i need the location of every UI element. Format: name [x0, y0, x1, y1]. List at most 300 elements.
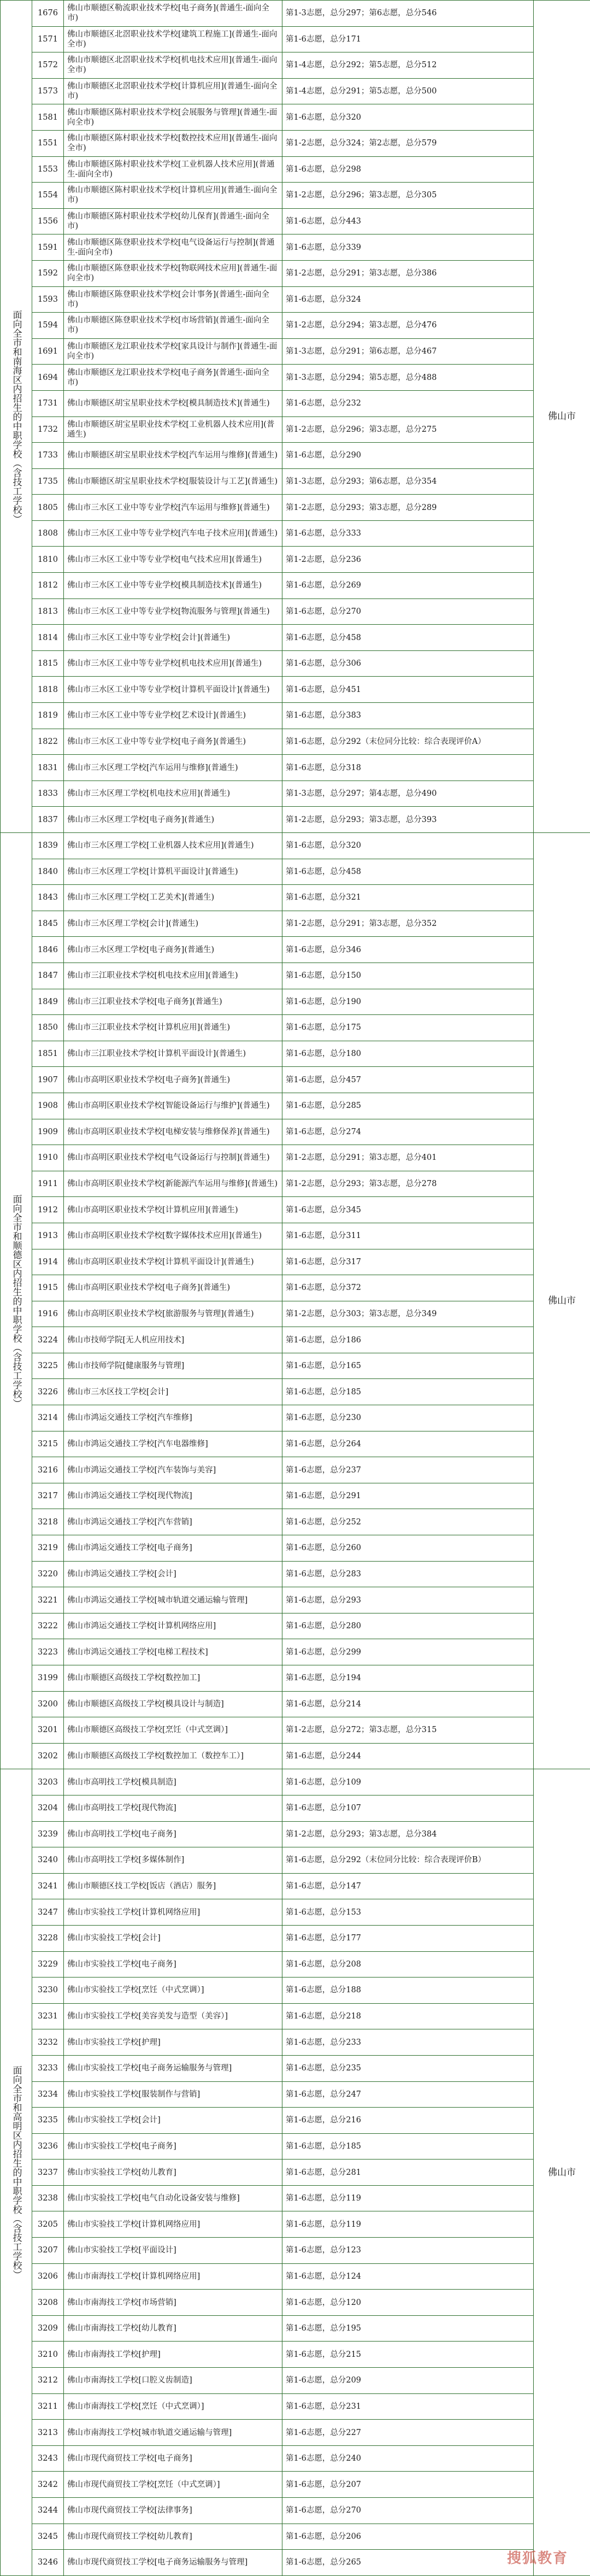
- school-code: 1909: [32, 1119, 64, 1145]
- school-code: 1837: [32, 807, 64, 833]
- table-row: [1, 130, 590, 156]
- school-major: 佛山市现代商贸技工学校[烹饪（中式烹调）]: [64, 2472, 282, 2498]
- admission-result: 第1-2志愿，总分291；第3志愿，总分401: [282, 1145, 534, 1171]
- table-row: [1, 2055, 590, 2081]
- school-major: 佛山市三江职业技术学校[机电技术应用](普通生): [64, 963, 282, 989]
- school-code: 3205: [32, 2211, 64, 2238]
- table-row: [1, 2524, 590, 2550]
- school-code: 1819: [32, 703, 64, 729]
- school-major: 佛山市鸿运交通技工学校[计算机网络应用]: [64, 1613, 282, 1639]
- table-row: [1, 1, 590, 27]
- school-code: 1839: [32, 833, 64, 859]
- school-code: 3244: [32, 2498, 64, 2524]
- school-code: 3234: [32, 2081, 64, 2108]
- table-row: [1, 1587, 590, 1613]
- school-code: 3214: [32, 1405, 64, 1431]
- admission-result: 第1-6志愿，总分124: [282, 2263, 534, 2290]
- table-row: [1, 1951, 590, 1978]
- table-row: [1, 183, 590, 209]
- table-row: [1, 1613, 590, 1639]
- school-major: 佛山市三水区技工学校[会计]: [64, 1379, 282, 1405]
- school-major: 佛山市现代商贸技工学校[电子商务运输服务与管理]: [64, 2550, 282, 2576]
- school-major: 佛山市实验技工学校[电子商务]: [64, 2133, 282, 2160]
- watermark: 搜狐教育: [506, 2550, 568, 2567]
- school-code: 3225: [32, 1353, 64, 1379]
- school-major: 佛山市顺德区陈登职业技术学校[会计事务](普通生-面向全市): [64, 286, 282, 313]
- admission-result: 第1-6志愿，总分186: [282, 1327, 534, 1353]
- table-row: [1, 2185, 590, 2211]
- table-row: [1, 547, 590, 573]
- table-row: [1, 260, 590, 286]
- table-row: [1, 2342, 590, 2368]
- table-row: [1, 2003, 590, 2029]
- admission-result: 第1-6志愿，总分235: [282, 2055, 534, 2081]
- table-row: [1, 313, 590, 339]
- admission-result: 第1-6志愿，总分185: [282, 2133, 534, 2160]
- school-major: 佛山市高明区职业技术学校[电气设备运行与控制](普通生): [64, 1145, 282, 1171]
- admission-result: 第1-6志愿，总分458: [282, 859, 534, 885]
- admission-result: 第1-6志愿，总分270: [282, 598, 534, 625]
- admission-result: 第1-6志愿，总分190: [282, 989, 534, 1015]
- school-major: 佛山市顺德区陈村职业技术学校[计算机应用](普通生-面向全市): [64, 183, 282, 209]
- school-code: 1833: [32, 781, 64, 807]
- table-row: [1, 807, 590, 833]
- admission-result: 第1-6志愿，总分194: [282, 1665, 534, 1692]
- table-row: [1, 755, 590, 781]
- admission-result: 第1-6志愿，总分153: [282, 1899, 534, 1926]
- table-row: [1, 1119, 590, 1145]
- school-major: 佛山市现代商贸技工学校[幼儿教育]: [64, 2524, 282, 2550]
- school-code: 1915: [32, 1275, 64, 1301]
- school-code: 1847: [32, 963, 64, 989]
- table-row: [1, 573, 590, 599]
- table-row: [1, 2211, 590, 2238]
- school-major: 佛山市鸿运交通技工学校[汽车营销]: [64, 1509, 282, 1535]
- school-major: 佛山市顺德区胡宝星职业技术学校[工业机器人技术应用](普通生): [64, 416, 282, 443]
- school-code: 3229: [32, 1951, 64, 1978]
- admission-result: 第1-6志愿，总分443: [282, 208, 534, 234]
- school-major: 佛山市顺德区胡宝星职业技术学校[服装设计与工艺](普通生): [64, 468, 282, 495]
- school-major: 佛山市三水区工业中等专业学校[计算机平面设计](普通生): [64, 677, 282, 703]
- admission-result: 第1-6志愿，总分458: [282, 625, 534, 651]
- admission-result: 第1-2志愿，总分303；第3志愿，总分349: [282, 1301, 534, 1327]
- school-major: 佛山市实验技工学校[会计]: [64, 1925, 282, 1951]
- admission-result: 第1-6志愿，总分175: [282, 1015, 534, 1041]
- admission-result: 第1-6志愿，总分208: [282, 1951, 534, 1978]
- table-row: [1, 495, 590, 521]
- school-code: 1735: [32, 468, 64, 495]
- table-row: [1, 1327, 590, 1353]
- school-major: 佛山市鸿运交通技工学校[电子商务]: [64, 1535, 282, 1562]
- table-row: [1, 156, 590, 183]
- school-major: 佛山市三水区理工学校[电子商务](普通生): [64, 807, 282, 833]
- school-code: 1912: [32, 1197, 64, 1223]
- table-row: [1, 1171, 590, 1197]
- admission-result: 第1-6志愿，总分280: [282, 1613, 534, 1639]
- table-row: [1, 677, 590, 703]
- table-row: [1, 1665, 590, 1692]
- school-major: 佛山市高明区职业技术学校[旅游服务与管理](普通生): [64, 1301, 282, 1327]
- school-code: 3232: [32, 2029, 64, 2056]
- table-row: [1, 2472, 590, 2498]
- school-major: 佛山市实验技工学校[烹饪（中式烹调）]: [64, 1978, 282, 2004]
- school-major: 佛山市鸿运交通技工学校[现代物流]: [64, 1483, 282, 1509]
- school-major: 佛山市高明技工学校[多媒体制作]: [64, 1847, 282, 1874]
- school-major: 佛山市顺德区胡宝星职业技术学校[汽车运用与维修](普通生): [64, 443, 282, 469]
- table-row: [1, 1275, 590, 1301]
- school-code: 1553: [32, 156, 64, 183]
- school-code: 3236: [32, 2133, 64, 2160]
- admission-result: 第1-6志愿，总分123: [282, 2238, 534, 2264]
- school-code: 3218: [32, 1509, 64, 1535]
- school-major: 佛山市高明技工学校[电子商务]: [64, 1821, 282, 1847]
- admission-result: 第1-6志愿，总分185: [282, 1379, 534, 1405]
- admission-result: 第1-6志愿，总分147: [282, 1873, 534, 1899]
- school-major: 佛山市南海技工学校[城市轨道交通运输与管理]: [64, 2420, 282, 2446]
- school-code: 3226: [32, 1379, 64, 1405]
- school-code: 1910: [32, 1145, 64, 1171]
- admission-result: 第1-6志愿，总分230: [282, 1405, 534, 1431]
- admission-result: 第1-6志愿，总分306: [282, 650, 534, 677]
- school-code: 3202: [32, 1743, 64, 1769]
- school-code: 1554: [32, 183, 64, 209]
- table-row: [1, 416, 590, 443]
- admission-result: 第1-6志愿，总分290: [282, 443, 534, 469]
- school-major: 佛山市三水区理工学校[计算机平面设计](普通生): [64, 859, 282, 885]
- school-major: 佛山市实验技工学校[电气自动化设备安装与维修]: [64, 2185, 282, 2211]
- table-row: [1, 1821, 590, 1847]
- table-row: [1, 1535, 590, 1562]
- admission-result: 第1-2志愿，总分294；第3志愿，总分476: [282, 313, 534, 339]
- table-row: [1, 78, 590, 104]
- school-code: 1572: [32, 52, 64, 79]
- school-code: 3224: [32, 1327, 64, 1353]
- admission-result: 第1-6志愿，总分214: [282, 1691, 534, 1717]
- admission-result: 第1-6志愿，总分285: [282, 1093, 534, 1119]
- school-major: 佛山市三江职业技术学校[计算机平面设计](普通生): [64, 1041, 282, 1067]
- school-major: 佛山市顺德区高级技工学校[数控加工]: [64, 1665, 282, 1692]
- school-major: 佛山市顺德区龙江职业技术学校[家具设计与制作](普通生-面向全市): [64, 338, 282, 365]
- school-code: 1593: [32, 286, 64, 313]
- admission-result: 第1-6志愿，总分252: [282, 1509, 534, 1535]
- school-code: 1594: [32, 313, 64, 339]
- table-row: [1, 1301, 590, 1327]
- table-row: [1, 52, 590, 79]
- table-row: [1, 1899, 590, 1926]
- table-row: [1, 598, 590, 625]
- school-code: 1908: [32, 1093, 64, 1119]
- school-major: 佛山市三水区理工学校[电子商务](普通生): [64, 937, 282, 963]
- admission-result: 第1-2志愿，总分293；第3志愿，总分289: [282, 495, 534, 521]
- admission-result: 第1-6志愿，总分247: [282, 2081, 534, 2108]
- table-row: [1, 833, 590, 859]
- table-row: [1, 963, 590, 989]
- school-major: 佛山市高明区职业技术学校[电梯安装与维修保养](普通生): [64, 1119, 282, 1145]
- admission-result: 第1-6志愿，总分451: [282, 677, 534, 703]
- school-major: 佛山市高明区职业技术学校[计算机平面设计](普通生): [64, 1249, 282, 1275]
- school-code: 3212: [32, 2368, 64, 2394]
- school-code: 3221: [32, 1587, 64, 1613]
- table-row: [1, 1015, 590, 1041]
- admission-result: 第1-6志愿，总分120: [282, 2290, 534, 2316]
- admission-result: 第1-2志愿，总分293；第3志愿，总分384: [282, 1821, 534, 1847]
- school-major: 佛山市三水区理工学校[会计](普通生): [64, 911, 282, 937]
- school-major: 佛山市三水区工业中等专业学校[机电技术应用](普通生): [64, 650, 282, 677]
- school-code: 1914: [32, 1249, 64, 1275]
- school-major: 佛山市现代商贸技工学校[法律事务]: [64, 2498, 282, 2524]
- admission-result: 第1-6志愿，总分237: [282, 1457, 534, 1483]
- table-row: [1, 338, 590, 365]
- admission-result: 第1-6志愿，总分195: [282, 2315, 534, 2342]
- school-major: 佛山市实验技工学校[电子商务运输服务与管理]: [64, 2055, 282, 2081]
- table-row: [1, 2550, 590, 2576]
- table-row: [1, 468, 590, 495]
- school-major: 佛山市技师学院[健康服务与管理]: [64, 1353, 282, 1379]
- table-row: [1, 1197, 590, 1223]
- school-major: 佛山市实验技工学校[平面设计]: [64, 2238, 282, 2264]
- table-row: [1, 520, 590, 547]
- school-code: 1831: [32, 755, 64, 781]
- school-major: 佛山市高明区职业技术学校[新能源汽车运用与维修](普通生): [64, 1171, 282, 1197]
- admission-result: 第1-6志愿，总分372: [282, 1275, 534, 1301]
- school-code: 3240: [32, 1847, 64, 1874]
- table-row: [1, 2029, 590, 2056]
- school-major: 佛山市顺德区陈村职业技术学校[工业机器人技术应用](普通生-面向全市): [64, 156, 282, 183]
- group-label: 面向全市和顺德区内招生的中职学校（含技工学校）: [1, 833, 32, 1769]
- school-code: 3219: [32, 1535, 64, 1562]
- table-row: [1, 2315, 590, 2342]
- school-major: 佛山市高明区职业技术学校[电子商务](普通生): [64, 1067, 282, 1093]
- admission-result: 第1-2志愿，总分291；第3志愿，总分386: [282, 260, 534, 286]
- school-major: 佛山市顺德区胡宝星职业技术学校[模具制造技术](普通生): [64, 390, 282, 416]
- school-major: 佛山市顺德区高级技工学校[模具设计与制造]: [64, 1691, 282, 1717]
- school-code: 1846: [32, 937, 64, 963]
- table-row: [1, 2108, 590, 2134]
- school-major: 佛山市现代商贸技工学校[电子商务]: [64, 2445, 282, 2472]
- admission-result: 第1-6志愿，总分119: [282, 2185, 534, 2211]
- table-row: [1, 1379, 590, 1405]
- table-row: [1, 1223, 590, 1249]
- school-major: 佛山市顺德区勒流职业技术学校[电子商务](普通生-面向全市): [64, 1, 282, 27]
- table-row: [1, 2445, 590, 2472]
- school-code: 1732: [32, 416, 64, 443]
- school-code: 1845: [32, 911, 64, 937]
- school-major: 佛山市南海技工学校[烹饪（中式烹调）]: [64, 2393, 282, 2420]
- table-row: [1, 1639, 590, 1665]
- table-row: [1, 625, 590, 651]
- school-code: 3231: [32, 2003, 64, 2029]
- admission-result: 第1-2志愿，总分272；第3志愿，总分315: [282, 1717, 534, 1744]
- school-code: 3228: [32, 1925, 64, 1951]
- school-code: 3223: [32, 1639, 64, 1665]
- school-major: 佛山市三水区工业中等专业学校[电子商务](普通生): [64, 729, 282, 755]
- admission-result: 第1-6志愿，总分109: [282, 1769, 534, 1795]
- school-code: 3230: [32, 1978, 64, 2004]
- school-code: 1913: [32, 1223, 64, 1249]
- school-major: 佛山市南海技工学校[口腔义齿制造]: [64, 2368, 282, 2394]
- admission-result: 第1-3志愿，总分297；第4志愿，总分490: [282, 781, 534, 807]
- school-major: 佛山市高明区职业技术学校[智能设备运行与维护](普通生): [64, 1093, 282, 1119]
- school-major: 佛山市实验技工学校[计算机网络应用]: [64, 1899, 282, 1926]
- admission-result: 第1-6志愿，总分298: [282, 156, 534, 183]
- admission-result: 第1-6志愿，总分180: [282, 1041, 534, 1067]
- school-code: 3233: [32, 2055, 64, 2081]
- table-row: [1, 1769, 590, 1795]
- school-major: 佛山市鸿运交通技工学校[会计]: [64, 1561, 282, 1587]
- table-row: [1, 365, 590, 391]
- admission-result: 第1-6志愿，总分270: [282, 2498, 534, 2524]
- admission-result: 第1-6志愿，总分209: [282, 2368, 534, 2394]
- admission-result: 第1-6志愿，总分333: [282, 520, 534, 547]
- school-code: 1551: [32, 130, 64, 156]
- table-row: [1, 2393, 590, 2420]
- group-label: 面向全市和南海区内招生的中职学校（含技工学校）: [1, 1, 32, 833]
- school-major: 佛山市三水区理工学校[工艺美术](普通生): [64, 885, 282, 911]
- school-code: 1850: [32, 1015, 64, 1041]
- school-major: 佛山市实验技工学校[美容美发与造型（美容）]: [64, 2003, 282, 2029]
- table-row: [1, 1249, 590, 1275]
- table-row: [1, 1795, 590, 1821]
- school-major: 佛山市顺德区北滘职业技术学校[机电技术应用](普通生-面向全市): [64, 52, 282, 79]
- table-row: [1, 703, 590, 729]
- school-code: 1808: [32, 520, 64, 547]
- school-major: 佛山市顺德区北滘职业技术学校[计算机应用](普通生-面向全市): [64, 78, 282, 104]
- admission-result: 第1-2志愿，总分293；第3志愿，总分393: [282, 807, 534, 833]
- school-code: 1556: [32, 208, 64, 234]
- school-major: 佛山市南海技工学校[护理]: [64, 2342, 282, 2368]
- admission-result: 第1-6志愿，总分171: [282, 26, 534, 52]
- school-major: 佛山市三水区工业中等专业学校[艺术设计](普通生): [64, 703, 282, 729]
- school-code: 3242: [32, 2472, 64, 2498]
- admission-result: 第1-6志愿，总分292（末位同分比较：综合表现评价B）: [282, 1847, 534, 1874]
- school-major: 佛山市顺德区高级技工学校[数控加工（数控车工）]: [64, 1743, 282, 1769]
- school-major: 佛山市实验技工学校[幼儿教育]: [64, 2160, 282, 2186]
- admission-result: 第1-6志愿，总分324: [282, 286, 534, 313]
- school-major: 佛山市三水区工业中等专业学校[汽车运用与维修](普通生): [64, 495, 282, 521]
- admission-result: 第1-6志愿，总分291: [282, 1483, 534, 1509]
- admission-result: 第1-6志愿，总分188: [282, 1978, 534, 2004]
- school-code: 3238: [32, 2185, 64, 2211]
- table-row: [1, 1145, 590, 1171]
- school-code: 3237: [32, 2160, 64, 2186]
- school-code: 3208: [32, 2290, 64, 2316]
- admission-result: 第1-6志愿，总分383: [282, 703, 534, 729]
- admission-result: 第1-6志愿，总分165: [282, 1353, 534, 1379]
- admission-result: 第1-6志愿，总分457: [282, 1067, 534, 1093]
- school-major: 佛山市鸿运交通技工学校[汽车维修]: [64, 1405, 282, 1431]
- table-row: [1, 2498, 590, 2524]
- table-row: [1, 2420, 590, 2446]
- school-code: 3203: [32, 1769, 64, 1795]
- school-code: 3204: [32, 1795, 64, 1821]
- table-row: [1, 1847, 590, 1874]
- table-row: [1, 729, 590, 755]
- school-major: 佛山市顺德区陈村职业技术学校[数控技术应用](普通生-面向全市): [64, 130, 282, 156]
- school-code: 3216: [32, 1457, 64, 1483]
- table-row: [1, 2160, 590, 2186]
- school-code: 3243: [32, 2445, 64, 2472]
- school-major: 佛山市顺德区龙江职业技术学校[电子商务](普通生-面向全市): [64, 365, 282, 391]
- school-code: 1849: [32, 989, 64, 1015]
- school-major: 佛山市高明区职业技术学校[计算机应用](普通生): [64, 1197, 282, 1223]
- school-major: 佛山市技师学院[无人机应用技术]: [64, 1327, 282, 1353]
- school-major: 佛山市高明区职业技术学校[电子商务](普通生): [64, 1275, 282, 1301]
- admission-result: 第1-6志愿，总分216: [282, 2108, 534, 2134]
- table-row: [1, 859, 590, 885]
- school-major: 佛山市南海技工学校[幼儿教育]: [64, 2315, 282, 2342]
- table-row: [1, 26, 590, 52]
- school-major: 佛山市南海技工学校[市场营销]: [64, 2290, 282, 2316]
- admission-result: 第1-6志愿，总分293: [282, 1587, 534, 1613]
- school-code: 3239: [32, 1821, 64, 1847]
- school-major: 佛山市顺德区技工学校[饭店（酒店）服务]: [64, 1873, 282, 1899]
- admission-result: 第1-6志愿，总分215: [282, 2342, 534, 2368]
- table-row: [1, 1873, 590, 1899]
- school-code: 1691: [32, 338, 64, 365]
- admission-result: 第1-2志愿，总分291；第3志愿，总分352: [282, 911, 534, 937]
- admission-result: 第1-6志愿，总分233: [282, 2029, 534, 2056]
- school-major: 佛山市鸿运交通技工学校[电梯工程技术]: [64, 1639, 282, 1665]
- admission-result: 第1-6志愿，总分339: [282, 234, 534, 261]
- admission-result: 第1-6志愿，总分150: [282, 963, 534, 989]
- admission-result: 第1-6志愿，总分320: [282, 833, 534, 859]
- admission-result: 第1-6志愿，总分207: [282, 2472, 534, 2498]
- admission-result: 第1-2志愿，总分296；第3志愿，总分275: [282, 416, 534, 443]
- school-code: 3247: [32, 1899, 64, 1926]
- school-code: 3207: [32, 2238, 64, 2264]
- school-major: 佛山市高明技工学校[现代物流]: [64, 1795, 282, 1821]
- school-code: 1851: [32, 1041, 64, 1067]
- admission-result: 第1-2志愿，总分324；第2志愿，总分579: [282, 130, 534, 156]
- table-row: [1, 2238, 590, 2264]
- school-major: 佛山市顺德区高级技工学校[烹饪（中式烹调）]: [64, 1717, 282, 1744]
- table-row: [1, 1431, 590, 1457]
- admission-result: 第1-2志愿，总分236: [282, 547, 534, 573]
- admission-result: 第1-2志愿，总分293；第3志愿，总分278: [282, 1171, 534, 1197]
- school-code: 1581: [32, 104, 64, 131]
- school-code: 3213: [32, 2420, 64, 2446]
- group-label: 面向全市和高明区内招生的中职学校（含技工学校）: [1, 1769, 32, 2575]
- admission-result: 第1-6志愿，总分260: [282, 1535, 534, 1562]
- admission-result: 第1-6志愿，总分264: [282, 1431, 534, 1457]
- table-row: [1, 1925, 590, 1951]
- school-code: 3241: [32, 1873, 64, 1899]
- school-code: 1592: [32, 260, 64, 286]
- table-row: [1, 1067, 590, 1093]
- admission-result: 第1-6志愿，总分265: [282, 2550, 534, 2576]
- admission-result: 第1-6志愿，总分283: [282, 1561, 534, 1587]
- school-major: 佛山市高明技工学校[模具制造]: [64, 1769, 282, 1795]
- school-major: 佛山市顺德区陈登职业技术学校[物联网技术应用](普通生-面向全市): [64, 260, 282, 286]
- city-label: 佛山市: [534, 833, 590, 1769]
- admission-result: 第1-6志愿，总分321: [282, 885, 534, 911]
- city-label: 佛山市: [534, 1769, 590, 2575]
- table-row: [1, 650, 590, 677]
- school-major: 佛山市三水区工业中等专业学校[模具制造技术](普通生): [64, 573, 282, 599]
- table-row: [1, 286, 590, 313]
- admission-result: 第1-4志愿，总分291；第5志愿，总分500: [282, 78, 534, 104]
- admission-result: 第1-6志愿，总分231: [282, 2393, 534, 2420]
- school-major: 佛山市实验技工学校[护理]: [64, 2029, 282, 2056]
- table-row: [1, 104, 590, 131]
- table-row: [1, 1353, 590, 1379]
- table-row: [1, 443, 590, 469]
- table-row: [1, 2290, 590, 2316]
- school-code: 1840: [32, 859, 64, 885]
- table-row: [1, 1978, 590, 2004]
- school-code: 3222: [32, 1613, 64, 1639]
- table-row: [1, 234, 590, 261]
